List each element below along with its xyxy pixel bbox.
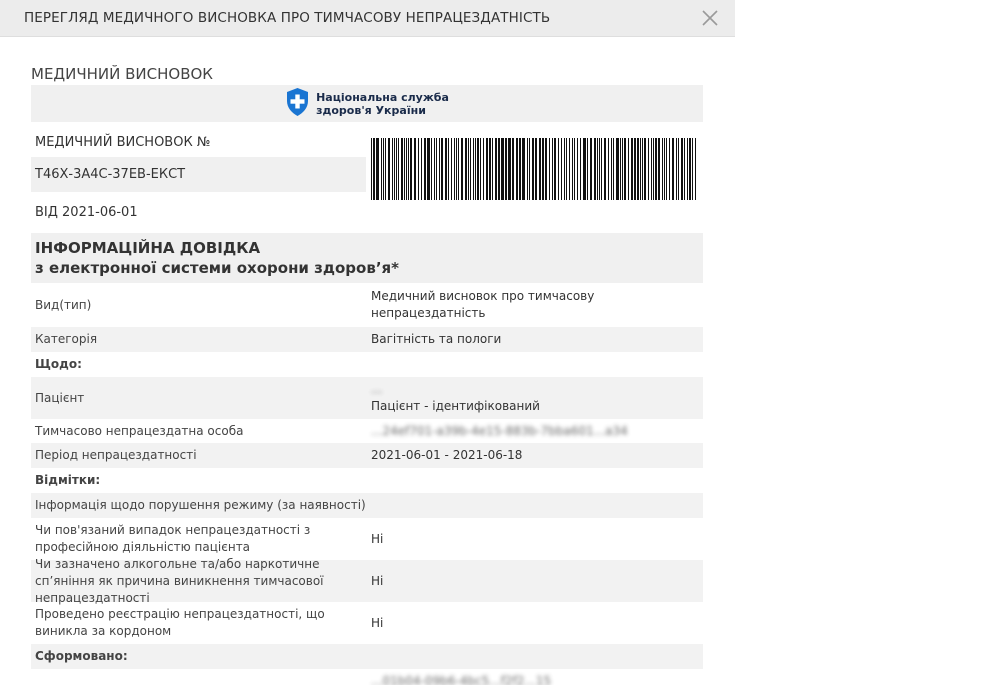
row-value: 2021-06-01 - 2021-06-18 bbox=[371, 448, 523, 462]
row-label: Відмітки: bbox=[35, 473, 101, 487]
row-value: Медичний висновок про тимчасову непрацездатність bbox=[371, 289, 595, 320]
conclusion-number-value: Т46Х-3А4С-37ЕВ-ЕКСТ bbox=[31, 157, 366, 192]
modal-header bbox=[0, 0, 735, 37]
row-label: Сформовано: bbox=[35, 649, 128, 663]
row-type bbox=[31, 283, 703, 327]
row-created-id bbox=[31, 669, 703, 685]
row-value bbox=[367, 381, 703, 415]
row-professional bbox=[31, 518, 703, 560]
section-title: МЕДИЧНИЙ ВИСНОВОК bbox=[31, 65, 213, 83]
row-label: Інформація щодо порушення режиму (за наявності) bbox=[35, 498, 366, 512]
nszu-logo-text bbox=[316, 91, 449, 117]
row-disabled-person bbox=[31, 419, 703, 443]
row-marks bbox=[31, 468, 703, 493]
nszu-logo-line1: Національна служба bbox=[316, 90, 449, 104]
close-icon[interactable] bbox=[701, 9, 719, 27]
nszu-logo bbox=[285, 87, 449, 121]
row-value: Ні bbox=[371, 573, 384, 588]
row-alcohol bbox=[31, 556, 703, 605]
row-value: Ні bbox=[371, 615, 384, 630]
nszu-logo-band bbox=[31, 85, 703, 122]
row-abroad bbox=[31, 602, 703, 644]
row-regime-violation bbox=[31, 493, 703, 518]
patient-status: Пацієнт - ідентифікований bbox=[371, 399, 540, 413]
info-title bbox=[31, 233, 703, 283]
modal-title: ПЕРЕГЛЯД МЕДИЧНОГО ВИСНОВКА ПРО ТИМЧАСОВУ НЕПРАЦЕЗДАТНІСТЬ bbox=[24, 10, 551, 26]
document-content bbox=[31, 37, 703, 685]
conclusion-number-label: МЕДИЧНИЙ ВИСНОВОК № bbox=[35, 135, 211, 150]
row-value: Вагітність та пологи bbox=[371, 332, 502, 346]
row-regarding bbox=[31, 352, 703, 377]
row-label: Тимчасово непрацездатна особа bbox=[35, 423, 244, 438]
info-title-line1: ІНФОРМАЦІЙНА ДОВІДКА bbox=[35, 239, 261, 257]
patient-id-masked: ... bbox=[371, 382, 383, 396]
person-id-masked: ...24ef701-a39b-4e15-883b-7bba601...a34 bbox=[371, 423, 628, 438]
row-label: Чи пов'язаний випадок непрацездатності з професійною діяльністю пацієнта bbox=[35, 523, 311, 554]
row-created bbox=[31, 644, 703, 669]
nszu-shield-cross-icon bbox=[285, 87, 310, 121]
row-period bbox=[31, 443, 703, 468]
row-patient bbox=[31, 377, 703, 419]
row-label: Період непрацездатності bbox=[35, 448, 197, 462]
row-value: Ні bbox=[371, 531, 384, 546]
barcode bbox=[371, 138, 699, 200]
created-id-masked: ...01b04-09b6-4bc5...f2f2...15 bbox=[371, 674, 552, 685]
row-label: Проведено реєстрацію непрацездатності, що виникла за кордоном bbox=[35, 607, 325, 638]
row-label: Пацієнт bbox=[35, 390, 85, 405]
conclusion-header-block bbox=[31, 128, 703, 233]
row-label: Щодо: bbox=[35, 357, 82, 371]
row-label: Чи зазначено алкогольне та/або наркотичне сп’яніння як причина виникнення тимчасової непрацездатності bbox=[35, 556, 324, 605]
conclusion-date: ВІД 2021-06-01 bbox=[35, 205, 138, 220]
info-title-line2: з електронної системи охорони здоров’я* bbox=[35, 259, 400, 277]
row-category bbox=[31, 327, 703, 352]
nszu-logo-line2: здоров'я України bbox=[316, 103, 426, 117]
row-label: Категорія bbox=[35, 332, 98, 346]
row-label: Вид(тип) bbox=[35, 297, 92, 312]
